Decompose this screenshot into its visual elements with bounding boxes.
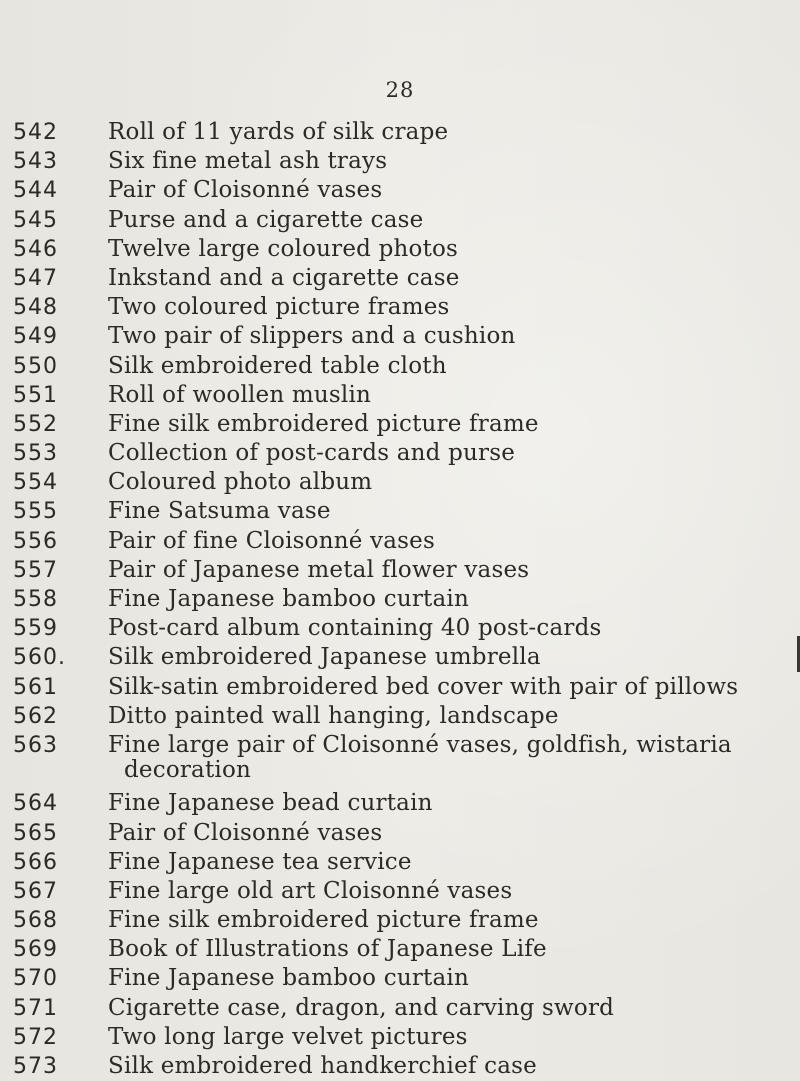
lot-entry	[0, 293, 800, 322]
lot-entry	[0, 702, 800, 731]
lot-entry	[0, 994, 800, 1023]
lot-number: 545	[13, 207, 58, 233]
lot-description-continuation: decoration	[124, 756, 252, 783]
lot-number: 560.	[13, 645, 66, 671]
lot-description: Inkstand and a cigarette case	[108, 264, 460, 291]
lot-entry	[0, 206, 800, 235]
lot-description: Fine silk embroidered picture frame	[108, 907, 539, 934]
lot-entry	[0, 1023, 800, 1052]
lot-entry	[0, 147, 800, 176]
lot-description: Two long large velvet pictures	[108, 1023, 468, 1050]
lot-number: 548	[13, 295, 58, 321]
lot-number: 555	[13, 499, 58, 525]
lot-description: Collection of post-cards and purse	[108, 440, 516, 467]
lot-entry	[0, 527, 800, 556]
lot-number: 572	[13, 1024, 58, 1050]
lot-number: 569	[13, 937, 58, 963]
lot-entry	[0, 322, 800, 351]
lot-description: Silk embroidered handkerchief case	[108, 1053, 537, 1080]
lot-number: 570	[13, 966, 58, 992]
lot-entry	[0, 410, 800, 439]
lot-description: Silk embroidered table cloth	[108, 352, 447, 379]
lot-entry	[0, 673, 800, 702]
lot-entry	[0, 176, 800, 205]
lot-number: 550	[13, 353, 58, 379]
lot-number: 544	[13, 178, 58, 204]
lot-list	[0, 118, 800, 1081]
lot-number: 552	[13, 411, 58, 437]
lot-number: 573	[13, 1054, 58, 1080]
lot-number: 567	[13, 878, 58, 904]
lot-description: Cigarette case, dragon, and carving sword	[108, 994, 615, 1021]
lot-description: Pair of Cloisonné vases	[108, 177, 383, 204]
lot-description: Book of Illustrations of Japanese Life	[108, 936, 547, 963]
lot-description: Fine large pair of Cloisonné vases, goldfish, wistaria	[108, 731, 732, 758]
lot-number: 549	[13, 324, 58, 350]
lot-description: Fine Japanese bead curtain	[108, 790, 433, 817]
lot-description: Silk embroidered Japanese umbrella	[108, 644, 541, 671]
lot-number: 566	[13, 849, 58, 875]
lot-description: Fine Japanese tea service	[108, 848, 412, 875]
lot-description: Fine silk embroidered picture frame	[108, 410, 539, 437]
lot-entry	[0, 468, 800, 497]
lot-number: 565	[13, 820, 58, 846]
lot-entry	[0, 819, 800, 848]
lot-entry	[0, 497, 800, 526]
lot-number: 551	[13, 382, 58, 408]
lot-entry	[0, 731, 800, 789]
lot-entry	[0, 381, 800, 410]
lot-entry	[0, 118, 800, 147]
lot-number: 546	[13, 236, 58, 262]
lot-entry	[0, 614, 800, 643]
lot-description: Purse and a cigarette case	[108, 206, 424, 233]
lot-entry	[0, 235, 800, 264]
lot-entry	[0, 264, 800, 293]
lot-description: Fine Japanese bamboo curtain	[108, 965, 469, 992]
lot-entry	[0, 585, 800, 614]
lot-description: Post-card album containing 40 post-cards	[108, 615, 602, 642]
lot-entry	[0, 964, 800, 993]
lot-number: 559	[13, 616, 58, 642]
lot-number: 554	[13, 470, 58, 496]
lot-description: Two pair of slippers and a cushion	[108, 323, 516, 350]
lot-entry	[0, 1052, 800, 1081]
lot-number: 547	[13, 265, 58, 291]
lot-number: 553	[13, 441, 58, 467]
lot-description: Two coloured picture frames	[108, 294, 450, 321]
lot-number: 542	[13, 120, 58, 145]
lot-description: Fine Japanese bamboo curtain	[108, 586, 469, 612]
lot-number: 556	[13, 528, 58, 554]
lot-entry	[0, 789, 800, 818]
lot-description: Pair of Cloisonné vases	[108, 819, 383, 846]
lot-entry	[0, 906, 800, 935]
lot-description: Fine large old art Cloisonné vases	[108, 877, 513, 904]
lot-description: Ditto painted wall hanging, landscape	[108, 702, 559, 729]
lot-description: Silk-satin embroidered bed cover with pair of pillows	[108, 673, 739, 700]
lot-entry	[0, 935, 800, 964]
lot-number: 557	[13, 557, 58, 583]
lot-entry	[0, 556, 800, 585]
lot-entry	[0, 643, 800, 672]
lot-entry	[0, 877, 800, 906]
lot-entry	[0, 439, 800, 468]
lot-number: 558	[13, 587, 58, 612]
lot-description: Roll of 11 yards of silk crape	[108, 119, 449, 145]
lot-number: 562	[13, 703, 58, 729]
lot-number: 568	[13, 908, 58, 934]
lot-number: 543	[13, 149, 58, 175]
lot-number: 561	[13, 674, 58, 700]
lot-description: Pair of Japanese metal flower vases	[108, 556, 530, 583]
lot-entry	[0, 848, 800, 877]
lot-number: 571	[13, 995, 58, 1021]
lot-number: 564	[13, 791, 58, 817]
lot-description: Twelve large coloured photos	[108, 235, 459, 262]
lot-description: Coloured photo album	[108, 469, 373, 496]
lot-number: 563	[13, 732, 58, 758]
lot-description: Pair of fine Cloisonné vases	[108, 527, 435, 554]
lot-entry	[0, 352, 800, 381]
lot-description: Roll of woollen muslin	[108, 381, 372, 408]
lot-description: Six fine metal ash trays	[108, 148, 388, 175]
lot-description: Fine Satsuma vase	[108, 498, 331, 525]
page-number: 28	[385, 78, 415, 102]
